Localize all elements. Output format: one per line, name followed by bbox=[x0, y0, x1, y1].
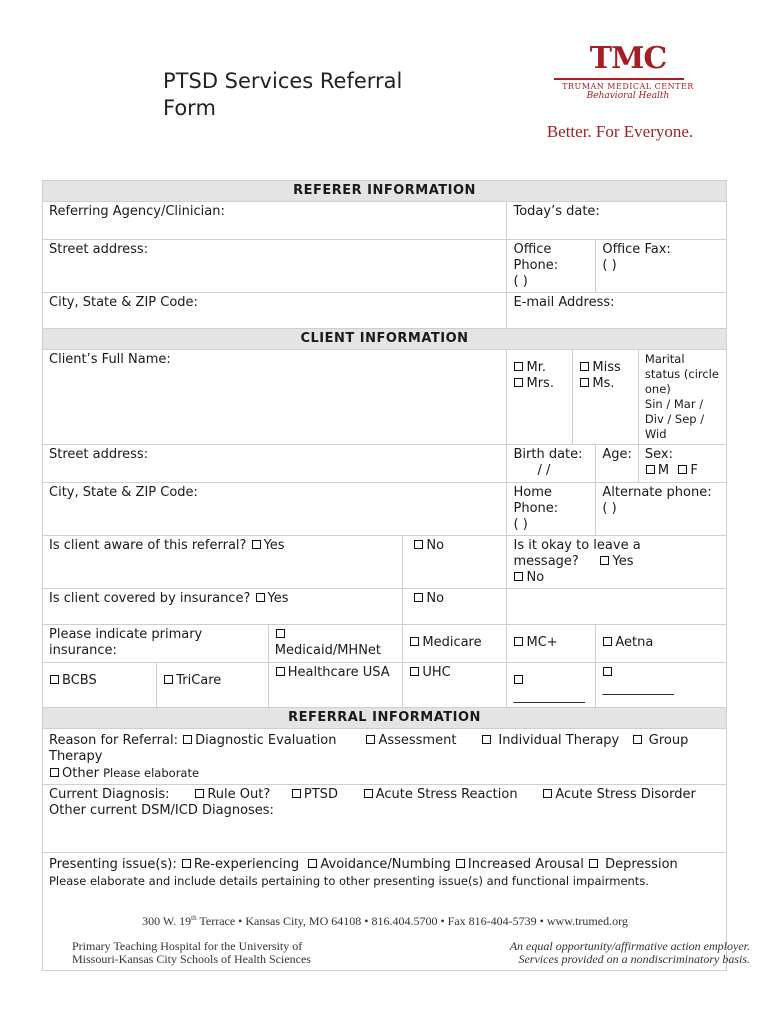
insured-no-checkbox[interactable] bbox=[414, 593, 423, 602]
email-label: E-mail Address: bbox=[513, 295, 615, 310]
ins-other1-checkbox[interactable] bbox=[514, 675, 523, 684]
insured-no-cell bbox=[403, 589, 507, 625]
ins-bcbs-option[interactable] bbox=[43, 663, 157, 708]
title-options-1 bbox=[507, 350, 573, 445]
sex-label: Sex: bbox=[644, 447, 673, 462]
insured-yes-label: Yes bbox=[267, 591, 289, 606]
message-no-checkbox[interactable] bbox=[514, 572, 523, 581]
ins-other1-option[interactable] bbox=[507, 663, 596, 708]
presenting-label: Presenting issue(s): bbox=[49, 857, 177, 872]
reason-individual-checkbox[interactable] bbox=[482, 735, 491, 744]
home-phone-paren: ( ) bbox=[513, 517, 528, 532]
birth-date-slashes: / / bbox=[537, 463, 551, 478]
dx-acute-disorder-label: Acute Stress Disorder bbox=[555, 787, 696, 802]
referring-agency-label: Referring Agency/Clinician: bbox=[49, 204, 225, 219]
insured-blank-cell bbox=[507, 589, 727, 625]
ins-other2-option[interactable] bbox=[596, 663, 727, 708]
referer-city-label: City, State & ZIP Code: bbox=[49, 295, 198, 310]
ins-mcplus-option[interactable] bbox=[507, 625, 596, 663]
age-label: Age: bbox=[602, 447, 632, 462]
alt-phone-field[interactable] bbox=[596, 483, 727, 536]
footer-right-line1: An equal opportunity/affirmative action employer. bbox=[509, 939, 750, 953]
insured-question bbox=[43, 589, 403, 625]
reason-assessment-checkbox[interactable] bbox=[366, 735, 375, 744]
dx-ruleout-checkbox[interactable] bbox=[195, 789, 204, 798]
aware-no-checkbox[interactable] bbox=[414, 540, 423, 549]
reason-diagnostic-label: Diagnostic Evaluation bbox=[195, 733, 337, 748]
ins-other2-checkbox[interactable] bbox=[603, 667, 612, 676]
message-question bbox=[507, 536, 727, 589]
message-yes-checkbox[interactable] bbox=[600, 556, 609, 565]
client-heading: CLIENT INFORMATION bbox=[43, 329, 727, 350]
reason-elaborate-label: Please elaborate bbox=[103, 766, 200, 780]
sex-m-checkbox[interactable] bbox=[646, 465, 655, 474]
form-title: PTSD Services Referral Form bbox=[163, 69, 403, 120]
client-street-field[interactable] bbox=[43, 445, 507, 483]
current-diagnosis-label: Current Diagnosis: bbox=[49, 787, 170, 802]
sex-m-label: M bbox=[657, 463, 670, 478]
reason-for-referral bbox=[43, 729, 727, 785]
birth-date-label: Birth date: bbox=[513, 447, 583, 462]
pi-reexperiencing-label: Re-experiencing bbox=[193, 857, 300, 872]
ins-medicare-checkbox[interactable] bbox=[410, 637, 419, 646]
aware-no-label: No bbox=[426, 538, 445, 553]
aware-question bbox=[43, 536, 403, 589]
office-phone-paren: ( ) bbox=[513, 274, 528, 289]
marital-status-field[interactable] bbox=[638, 350, 726, 445]
mr-label: Mr. bbox=[526, 360, 546, 375]
sex-field bbox=[638, 445, 726, 483]
ins-mcplus-label: MC+ bbox=[526, 635, 558, 650]
ins-mcplus-checkbox[interactable] bbox=[514, 637, 523, 646]
client-name-label: Client’s Full Name: bbox=[49, 352, 171, 367]
referer-street-label: Street address: bbox=[49, 242, 149, 257]
reason-label: Reason for Referral: bbox=[49, 733, 178, 748]
ms-option[interactable] bbox=[579, 376, 631, 392]
pi-depression-label: Depression bbox=[605, 857, 678, 872]
referer-city-field[interactable] bbox=[43, 293, 507, 329]
title-options-2 bbox=[573, 350, 638, 445]
ms-label: Ms. bbox=[592, 376, 615, 391]
logo-line1: TRUMAN MEDICAL CENTER bbox=[562, 82, 694, 91]
client-city-field[interactable] bbox=[43, 483, 507, 536]
mr-option[interactable] bbox=[513, 360, 566, 376]
office-phone-field[interactable] bbox=[507, 240, 596, 293]
alt-phone-label: Alternate phone: bbox=[602, 485, 712, 500]
email-field[interactable] bbox=[507, 293, 727, 329]
aware-yes-checkbox[interactable] bbox=[252, 540, 261, 549]
pi-avoidance-label: Avoidance/Numbing bbox=[320, 857, 451, 872]
footer-address bbox=[0, 914, 770, 929]
office-phone-label: Office Phone: bbox=[513, 242, 559, 273]
dx-ruleout-label: Rule Out? bbox=[207, 787, 271, 802]
reason-individual-label: Individual Therapy bbox=[498, 733, 620, 748]
primary-insurance-label: Please indicate primary insurance: bbox=[43, 625, 269, 663]
reason-other-label: Other bbox=[62, 766, 99, 781]
todays-date-field[interactable] bbox=[507, 202, 727, 240]
mrs-label: Mrs. bbox=[526, 376, 554, 391]
miss-label: Miss bbox=[592, 360, 621, 375]
footer-left bbox=[72, 940, 372, 966]
ins-healthcare-usa-label: Healthcare USA bbox=[287, 665, 390, 680]
ins-healthcare-usa-checkbox[interactable] bbox=[276, 667, 285, 676]
referer-heading: REFERER INFORMATION bbox=[43, 181, 727, 202]
ins-tricare-option[interactable] bbox=[157, 663, 269, 708]
dx-ptsd-label: PTSD bbox=[303, 787, 338, 802]
client-street-label: Street address: bbox=[49, 447, 149, 462]
sex-f-checkbox[interactable] bbox=[678, 465, 687, 474]
client-name-field[interactable] bbox=[43, 350, 507, 445]
ms-checkbox[interactable] bbox=[580, 378, 589, 387]
tmc-logo bbox=[548, 42, 708, 101]
pi-arousal-label: Increased Arousal bbox=[467, 857, 584, 872]
message-label: Is it okay to leave a message? bbox=[513, 538, 641, 569]
aware-yes-label: Yes bbox=[263, 538, 285, 553]
referring-agency-field[interactable] bbox=[43, 202, 507, 240]
dx-acute-reaction-checkbox[interactable] bbox=[364, 789, 373, 798]
ins-medicare-label: Medicare bbox=[422, 635, 482, 650]
logo-rule bbox=[554, 78, 684, 80]
birth-date-field[interactable] bbox=[507, 445, 596, 483]
pi-avoidance-checkbox[interactable] bbox=[308, 859, 317, 868]
presenting-details-label: Please elaborate and include details pertaining to other presenting issue(s) and functional impairments. bbox=[49, 874, 649, 888]
insured-yes-checkbox[interactable] bbox=[256, 593, 265, 602]
logo-mark: TMC bbox=[589, 41, 667, 76]
ins-aetna-option[interactable] bbox=[596, 625, 727, 663]
pi-depression-checkbox[interactable] bbox=[589, 859, 598, 868]
reason-other-checkbox[interactable] bbox=[50, 768, 59, 777]
dx-acute-disorder-checkbox[interactable] bbox=[543, 789, 552, 798]
office-fax-label: Office Fax: bbox=[602, 242, 671, 257]
reason-group-checkbox[interactable] bbox=[633, 735, 642, 744]
mrs-checkbox[interactable] bbox=[514, 378, 523, 387]
ins-medicare-option[interactable] bbox=[403, 625, 507, 663]
marital-status-options: Sin / Mar / Div / Sep / Wid bbox=[644, 397, 705, 441]
ins-uhc-option[interactable] bbox=[403, 663, 507, 708]
todays-date-label: Today’s date: bbox=[513, 204, 600, 219]
marital-status-label: Marital status (circle one) bbox=[644, 352, 719, 396]
dx-acute-reaction-label: Acute Stress Reaction bbox=[375, 787, 518, 802]
ins-medicaid-checkbox[interactable] bbox=[276, 629, 285, 638]
ins-bcbs-label: BCBS bbox=[62, 673, 97, 688]
referer-street-field[interactable] bbox=[43, 240, 507, 293]
logo-line2: Behavioral Health bbox=[586, 91, 670, 101]
age-field[interactable] bbox=[596, 445, 639, 483]
office-fax-paren: ( ) bbox=[602, 258, 617, 273]
reason-assessment-label: Assessment bbox=[378, 733, 457, 748]
ins-tricare-checkbox[interactable] bbox=[164, 675, 173, 684]
reason-diagnostic-checkbox[interactable] bbox=[183, 735, 192, 744]
insured-label: Is client covered by insurance? bbox=[49, 591, 251, 606]
referral-heading: REFERRAL INFORMATION bbox=[43, 708, 727, 729]
home-phone-label: Home Phone: bbox=[513, 485, 559, 516]
footer-left-line1: Primary Teaching Hospital for the University of bbox=[72, 939, 303, 953]
ins-tricare-label: TriCare bbox=[176, 673, 222, 688]
alt-phone-paren: ( ) bbox=[602, 501, 617, 516]
ins-other2-blank: ___________ bbox=[602, 681, 674, 696]
footer-right-line2: Services provided on a nondiscriminatory basis. bbox=[518, 952, 750, 966]
home-phone-field[interactable] bbox=[507, 483, 596, 536]
miss-option[interactable] bbox=[579, 360, 631, 376]
ins-aetna-label: Aetna bbox=[615, 635, 654, 650]
referral-form-table bbox=[42, 180, 727, 971]
office-fax-field[interactable] bbox=[596, 240, 727, 293]
footer-left-line2: Missouri-Kansas City Schools of Health Sciences bbox=[72, 952, 311, 966]
aware-label: Is client aware of this referral? bbox=[49, 538, 247, 553]
miss-checkbox[interactable] bbox=[580, 362, 589, 371]
pi-reexperiencing-checkbox[interactable] bbox=[182, 859, 191, 868]
dx-ptsd-checkbox[interactable] bbox=[292, 789, 301, 798]
mr-checkbox[interactable] bbox=[514, 362, 523, 371]
ins-medicaid-label: Medicaid/MHNet bbox=[274, 643, 382, 658]
message-yes-label: Yes bbox=[612, 554, 634, 569]
footer-address-sup: th bbox=[191, 914, 197, 922]
ins-uhc-label: UHC bbox=[422, 665, 451, 680]
ins-aetna-checkbox[interactable] bbox=[603, 637, 612, 646]
footer-address-rest: Terrace • Kansas City, MO 64108 • 816.404.5700 • Fax 816-404-5739 • www.trumed.org bbox=[196, 914, 628, 928]
sex-f-label: F bbox=[690, 463, 698, 478]
other-diagnoses-label: Other current DSM/ICD Diagnoses: bbox=[49, 803, 274, 818]
client-city-label: City, State & ZIP Code: bbox=[49, 485, 198, 500]
ins-other1-blank: ___________ bbox=[513, 689, 585, 704]
message-no-label: No bbox=[526, 570, 545, 585]
aware-no-cell bbox=[403, 536, 507, 589]
current-diagnosis bbox=[43, 785, 727, 853]
tagline: Better. For Everyone. bbox=[546, 122, 694, 141]
pi-arousal-checkbox[interactable] bbox=[456, 859, 465, 868]
ins-medicaid-option[interactable] bbox=[268, 625, 403, 663]
reason-group-label: Group Therapy bbox=[49, 733, 689, 764]
ins-healthcare-usa-option[interactable] bbox=[268, 663, 403, 708]
insured-no-label: No bbox=[426, 591, 445, 606]
mrs-option[interactable] bbox=[513, 376, 566, 392]
ins-uhc-checkbox[interactable] bbox=[410, 667, 419, 676]
footer-address-street: 300 W. 19 bbox=[142, 914, 192, 928]
ins-bcbs-checkbox[interactable] bbox=[50, 675, 59, 684]
footer-right bbox=[440, 940, 750, 966]
